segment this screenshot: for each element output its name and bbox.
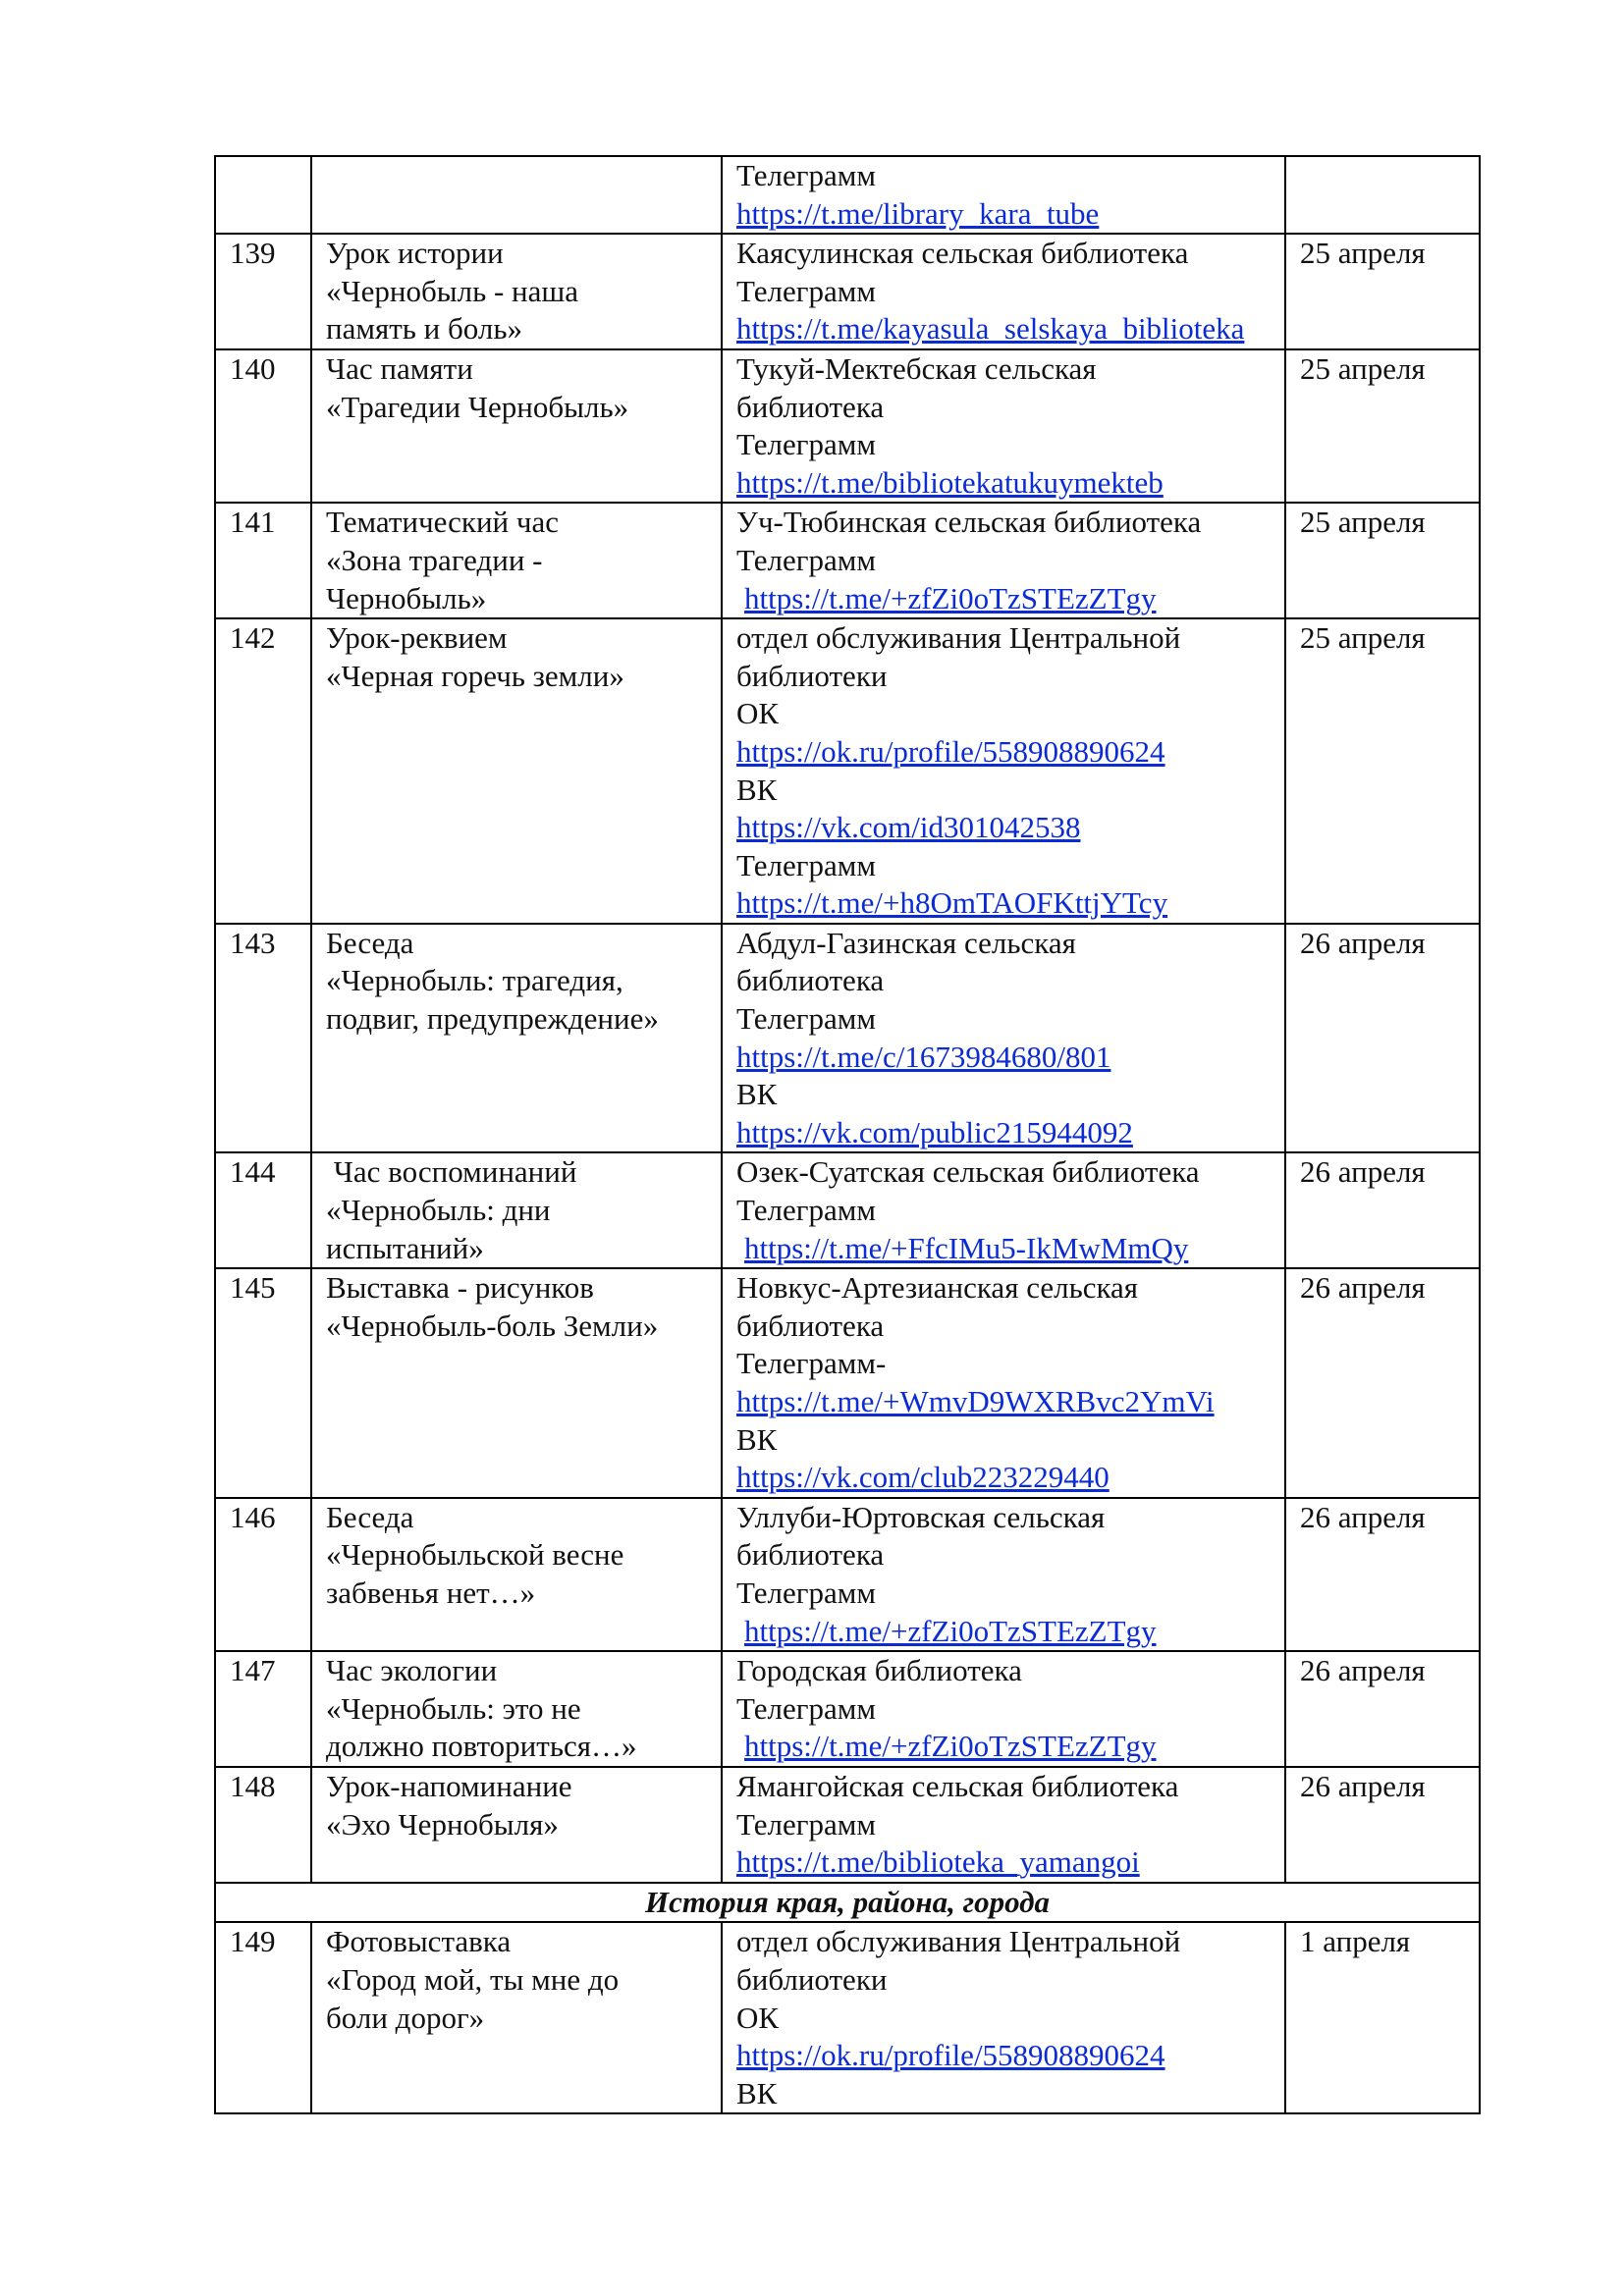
library-text-line: Телеграмм xyxy=(736,427,876,462)
section-header-row xyxy=(215,1883,1480,1923)
event-number: 140 xyxy=(215,349,311,503)
event-title-cell xyxy=(311,234,722,349)
event-date: 25 апреля xyxy=(1285,503,1480,618)
event-title-line: «Город мой, ты мне до xyxy=(326,1961,620,1997)
event-title-line: Час экологии xyxy=(326,1653,498,1688)
event-date: 26 апреля xyxy=(1285,1152,1480,1268)
event-title-line: Час воспоминаний xyxy=(326,1154,577,1190)
event-number: 145 xyxy=(215,1268,311,1498)
library-text-line: библиотека xyxy=(736,389,885,424)
library-link[interactable]: https://vk.com/id301042538 xyxy=(736,810,1081,845)
event-title-line: «Чернобыль: дни xyxy=(326,1193,551,1228)
event-number: 139 xyxy=(215,234,311,349)
table-row xyxy=(215,1767,1480,1883)
library-cell xyxy=(722,1152,1285,1268)
library-text-line: Телеграмм xyxy=(736,1001,876,1037)
event-title-line: Час памяти xyxy=(326,350,473,386)
library-text-line: ВК xyxy=(736,772,778,807)
event-title-line: «Чернобыль - наша xyxy=(326,273,579,308)
library-text-line: Телеграмм xyxy=(736,1575,876,1610)
table-row xyxy=(215,156,1480,234)
library-text-line: Уч-Тюбинская сельская библиотека xyxy=(736,505,1202,540)
event-date: 26 апреля xyxy=(1285,1767,1480,1883)
event-title-line: Тематический час xyxy=(326,505,559,540)
table-row xyxy=(215,234,1480,349)
library-cell xyxy=(722,1767,1285,1883)
table-row xyxy=(215,924,1480,1153)
events-table-body xyxy=(215,156,1480,2113)
event-title-line: «Зона трагедии - xyxy=(326,542,543,577)
event-number: 146 xyxy=(215,1498,311,1651)
library-text-line: Тукуй-Мектебская сельская xyxy=(736,350,1097,386)
library-text-line: отдел обслуживания Центральной xyxy=(736,620,1181,656)
library-cell xyxy=(722,924,1285,1153)
library-text-line: Уллуби-Юртовская сельская xyxy=(736,1499,1106,1534)
event-title-line: Урок-реквием xyxy=(326,620,508,656)
library-cell xyxy=(722,1268,1285,1498)
event-title-cell xyxy=(311,1268,722,1498)
library-link[interactable]: https://t.me/bibliotekatukuymekteb xyxy=(736,464,1164,500)
library-text-line: Каясулинская сельская библиотека xyxy=(736,236,1189,271)
event-title-line: «Черная горечь земли» xyxy=(326,658,624,693)
library-text-line: ОК xyxy=(736,2000,780,2035)
library-link[interactable]: https://ok.ru/profile/558908890624 xyxy=(736,733,1165,769)
library-text-line: Телеграмм xyxy=(736,542,876,577)
library-link-line xyxy=(736,1613,1271,1651)
library-text-line: Ямангойская сельская библиотека xyxy=(736,1768,1179,1803)
event-date: 25 апреля xyxy=(1285,234,1480,349)
event-title-line: забвенья нет…» xyxy=(326,1575,536,1610)
event-date: 1 апреля xyxy=(1285,1922,1480,2113)
event-date: 26 апреля xyxy=(1285,1268,1480,1498)
library-link-line xyxy=(736,464,1271,503)
event-date: 25 апреля xyxy=(1285,349,1480,503)
event-number xyxy=(215,156,311,234)
table-row xyxy=(215,618,1480,924)
event-title-line: Урок-напоминание xyxy=(326,1768,572,1803)
table-row xyxy=(215,1651,1480,1767)
event-date: 26 апреля xyxy=(1285,1651,1480,1767)
library-text-line: отдел обслуживания Центральной xyxy=(736,1924,1181,1959)
event-title-line: «Чернобыльской весне xyxy=(326,1537,624,1573)
library-link[interactable]: https://t.me/+WmvD9WXRBvc2YmVi xyxy=(736,1384,1215,1418)
library-link-line xyxy=(736,1114,1271,1152)
library-link-line xyxy=(736,1230,1271,1268)
library-link-line xyxy=(736,1843,1271,1882)
library-cell xyxy=(722,618,1285,924)
library-cell xyxy=(722,1498,1285,1651)
section-title: История края, района, города xyxy=(215,1883,1480,1923)
event-date xyxy=(1285,156,1480,234)
library-text-line: библиотеки xyxy=(736,1961,888,1997)
library-cell xyxy=(722,503,1285,618)
event-number: 143 xyxy=(215,924,311,1153)
library-cell xyxy=(722,1651,1285,1767)
event-number: 142 xyxy=(215,618,311,924)
event-date: 25 апреля xyxy=(1285,618,1480,924)
library-text-line: Телеграмм xyxy=(736,1193,876,1228)
library-link-line xyxy=(736,2037,1271,2075)
event-title-cell xyxy=(311,1651,722,1767)
event-title-line: боли дорог» xyxy=(326,2000,485,2035)
library-cell xyxy=(722,156,1285,234)
event-title-cell xyxy=(311,1152,722,1268)
library-link-line xyxy=(736,1039,1271,1077)
library-text-line: Телеграмм xyxy=(736,1690,876,1726)
library-link[interactable]: https://vk.com/club223229440 xyxy=(736,1460,1110,1495)
event-title-line: «Эхо Чернобыля» xyxy=(326,1806,559,1842)
library-link-line xyxy=(736,1728,1271,1766)
library-link[interactable]: https://t.me/+h8OmTAOFKttjYTcy xyxy=(736,885,1168,921)
library-text-line: ВК xyxy=(736,1077,778,1112)
library-link-line xyxy=(736,195,1271,234)
event-title-line: память и боль» xyxy=(326,311,522,347)
library-link[interactable]: https://ok.ru/profile/558908890624 xyxy=(736,2038,1165,2073)
event-title-cell xyxy=(311,924,722,1153)
event-title-line: «Чернобыль: трагедия, xyxy=(326,963,623,998)
library-text-line: ВК xyxy=(736,1421,778,1457)
events-table xyxy=(214,155,1481,2114)
library-link-line xyxy=(736,884,1271,923)
event-date: 26 апреля xyxy=(1285,1498,1480,1651)
library-link-line xyxy=(736,733,1271,772)
library-text-line: Телеграмм xyxy=(736,273,876,308)
library-link[interactable]: https://t.me/kayasula_selskaya_biblioteka xyxy=(736,311,1245,347)
library-text-line: ВК xyxy=(736,2075,778,2110)
event-number: 149 xyxy=(215,1922,311,2113)
table-row xyxy=(215,503,1480,618)
library-text-line: Телеграмм xyxy=(736,1806,876,1842)
library-link[interactable]: https://t.me/library_kara_tube xyxy=(736,195,1100,231)
event-title-cell xyxy=(311,1922,722,2113)
library-link-line xyxy=(736,1383,1271,1421)
event-title-cell xyxy=(311,156,722,234)
table-row xyxy=(215,1152,1480,1268)
event-title-line: «Чернобыль: это не xyxy=(326,1690,581,1726)
library-text-line: Телеграмм xyxy=(736,158,876,192)
event-title-line: Чернобыль» xyxy=(326,580,487,615)
library-text-line: Телеграмм xyxy=(736,847,876,882)
library-text-line: библиотека xyxy=(736,963,885,998)
event-date: 26 апреля xyxy=(1285,924,1480,1153)
library-link-line xyxy=(736,809,1271,847)
library-cell xyxy=(722,234,1285,349)
event-title-line: Выставка - рисунков xyxy=(326,1270,594,1306)
library-text-line: библиотеки xyxy=(736,658,888,693)
library-cell xyxy=(722,1922,1285,2113)
event-title-cell xyxy=(311,1767,722,1883)
library-link-line xyxy=(736,1459,1271,1497)
library-text-line: Телеграмм- xyxy=(736,1346,887,1381)
library-link-line xyxy=(736,580,1271,618)
event-title-line: «Трагедии Чернобыль» xyxy=(326,389,629,424)
library-link[interactable]: https://t.me/+FfcIMu5-IkMwMmQy xyxy=(744,1230,1189,1265)
event-number: 148 xyxy=(215,1767,311,1883)
event-number: 144 xyxy=(215,1152,311,1268)
library-link[interactable]: https://vk.com/public215944092 xyxy=(736,1114,1133,1149)
event-title-line: должно повториться…» xyxy=(326,1729,637,1764)
event-number: 141 xyxy=(215,503,311,618)
library-link[interactable]: https://t.me/+zfZi0oTzSTEzZTgy xyxy=(744,1729,1157,1764)
library-text-line: Городская библиотека xyxy=(736,1653,1022,1688)
event-title-line: испытаний» xyxy=(326,1230,484,1265)
event-number: 147 xyxy=(215,1651,311,1767)
library-link-line xyxy=(736,310,1271,348)
event-title-cell xyxy=(311,503,722,618)
library-text-line: библиотека xyxy=(736,1308,885,1343)
library-text-line: Новкус-Артезианская сельская xyxy=(736,1270,1139,1306)
library-link[interactable]: https://t.me/biblioteka_yamangoi xyxy=(736,1844,1140,1880)
event-title-cell xyxy=(311,618,722,924)
event-title-line: Фотовыставка xyxy=(326,1924,512,1959)
table-row xyxy=(215,1922,1480,2113)
table-row xyxy=(215,349,1480,503)
library-text-line: Абдул-Газинская сельская xyxy=(736,925,1076,960)
event-title-cell xyxy=(311,1498,722,1651)
event-title-line: Беседа xyxy=(326,1499,414,1534)
library-text-line: библиотека xyxy=(736,1537,885,1573)
table-row xyxy=(215,1268,1480,1498)
library-link[interactable]: https://t.me/c/1673984680/801 xyxy=(736,1039,1111,1074)
library-text-line: Озек-Суатская сельская библиотека xyxy=(736,1154,1200,1190)
event-title-line: «Чернобыль-боль Земли» xyxy=(326,1308,659,1343)
library-link[interactable]: https://t.me/+zfZi0oTzSTEzZTgy xyxy=(744,580,1157,615)
table-row xyxy=(215,1498,1480,1651)
library-text-line: ОК xyxy=(736,696,780,731)
event-title-line: Беседа xyxy=(326,925,414,960)
event-title-line: Урок истории xyxy=(326,236,504,271)
event-title-line: подвиг, предупреждение» xyxy=(326,1001,659,1037)
event-title-cell xyxy=(311,349,722,503)
library-link[interactable]: https://t.me/+zfZi0oTzSTEzZTgy xyxy=(744,1613,1157,1648)
library-cell xyxy=(722,349,1285,503)
